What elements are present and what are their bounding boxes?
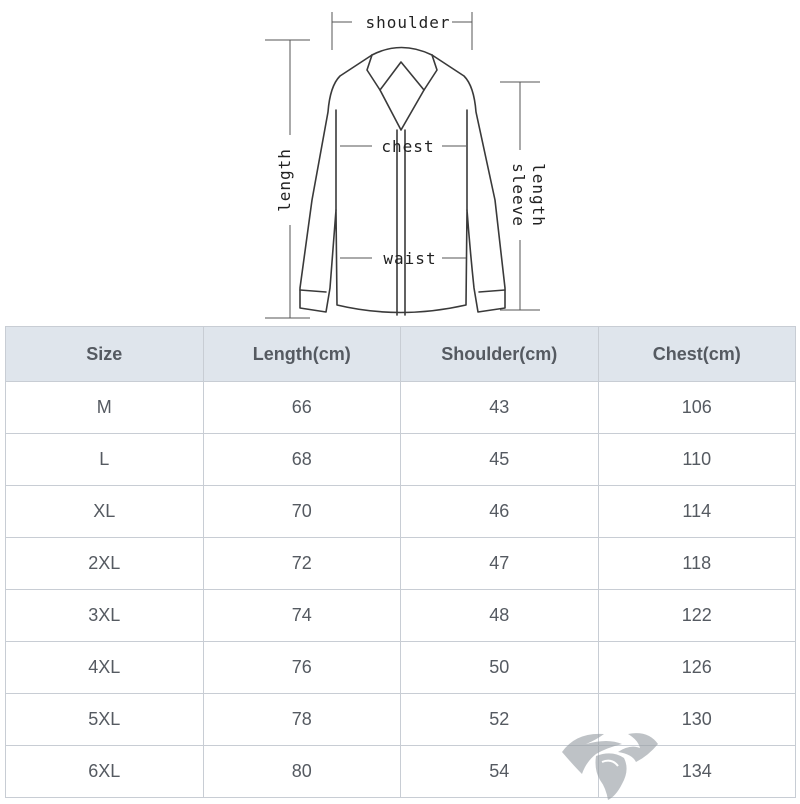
cell-length: 70 [203, 486, 401, 538]
header-shoulder: Shoulder(cm) [401, 327, 599, 382]
cell-size: 3XL [6, 590, 204, 642]
cell-size: M [6, 382, 204, 434]
size-chart-table [5, 326, 796, 798]
cell-length: 78 [203, 694, 401, 746]
cell-length: 80 [203, 746, 401, 798]
table-row [6, 694, 796, 746]
cell-chest: 114 [598, 486, 796, 538]
cell-shoulder: 46 [401, 486, 599, 538]
measurement-lines [265, 12, 540, 318]
table-row [6, 642, 796, 694]
cell-shoulder: 52 [401, 694, 599, 746]
cell-chest: 134 [598, 746, 796, 798]
cell-shoulder: 54 [401, 746, 599, 798]
cell-size: XL [6, 486, 204, 538]
sleeve-label: sleeve [509, 163, 528, 227]
cell-chest: 106 [598, 382, 796, 434]
cell-length: 76 [203, 642, 401, 694]
sleeve-length-label: length [529, 163, 548, 227]
cell-shoulder: 45 [401, 434, 599, 486]
cell-shoulder: 43 [401, 382, 599, 434]
cell-length: 68 [203, 434, 401, 486]
table-row [6, 538, 796, 590]
table-row [6, 434, 796, 486]
shirt-outline [300, 48, 505, 316]
cell-shoulder: 48 [401, 590, 599, 642]
cell-chest: 110 [598, 434, 796, 486]
cell-size: 6XL [6, 746, 204, 798]
shirt-diagram-svg [0, 0, 800, 326]
header-size: Size [6, 327, 204, 382]
cell-size: 4XL [6, 642, 204, 694]
shirt-measurement-diagram [0, 0, 800, 326]
table-row [6, 382, 796, 434]
header-length: Length(cm) [203, 327, 401, 382]
cell-shoulder: 50 [401, 642, 599, 694]
header-chest: Chest(cm) [598, 327, 796, 382]
table-row [6, 746, 796, 798]
table-row [6, 590, 796, 642]
cell-shoulder: 47 [401, 538, 599, 590]
cell-chest: 126 [598, 642, 796, 694]
waist-label: waist [383, 249, 437, 268]
cell-length: 66 [203, 382, 401, 434]
cell-chest: 122 [598, 590, 796, 642]
cell-size: 2XL [6, 538, 204, 590]
cell-size: L [6, 434, 204, 486]
shoulder-label: shoulder [365, 13, 451, 32]
cell-chest: 130 [598, 694, 796, 746]
cell-length: 74 [203, 590, 401, 642]
table-header-row [6, 327, 796, 382]
cell-length: 72 [203, 538, 401, 590]
chest-label: chest [381, 137, 435, 156]
cell-chest: 118 [598, 538, 796, 590]
length-label: length [275, 148, 294, 212]
table-row [6, 486, 796, 538]
cell-size: 5XL [6, 694, 204, 746]
